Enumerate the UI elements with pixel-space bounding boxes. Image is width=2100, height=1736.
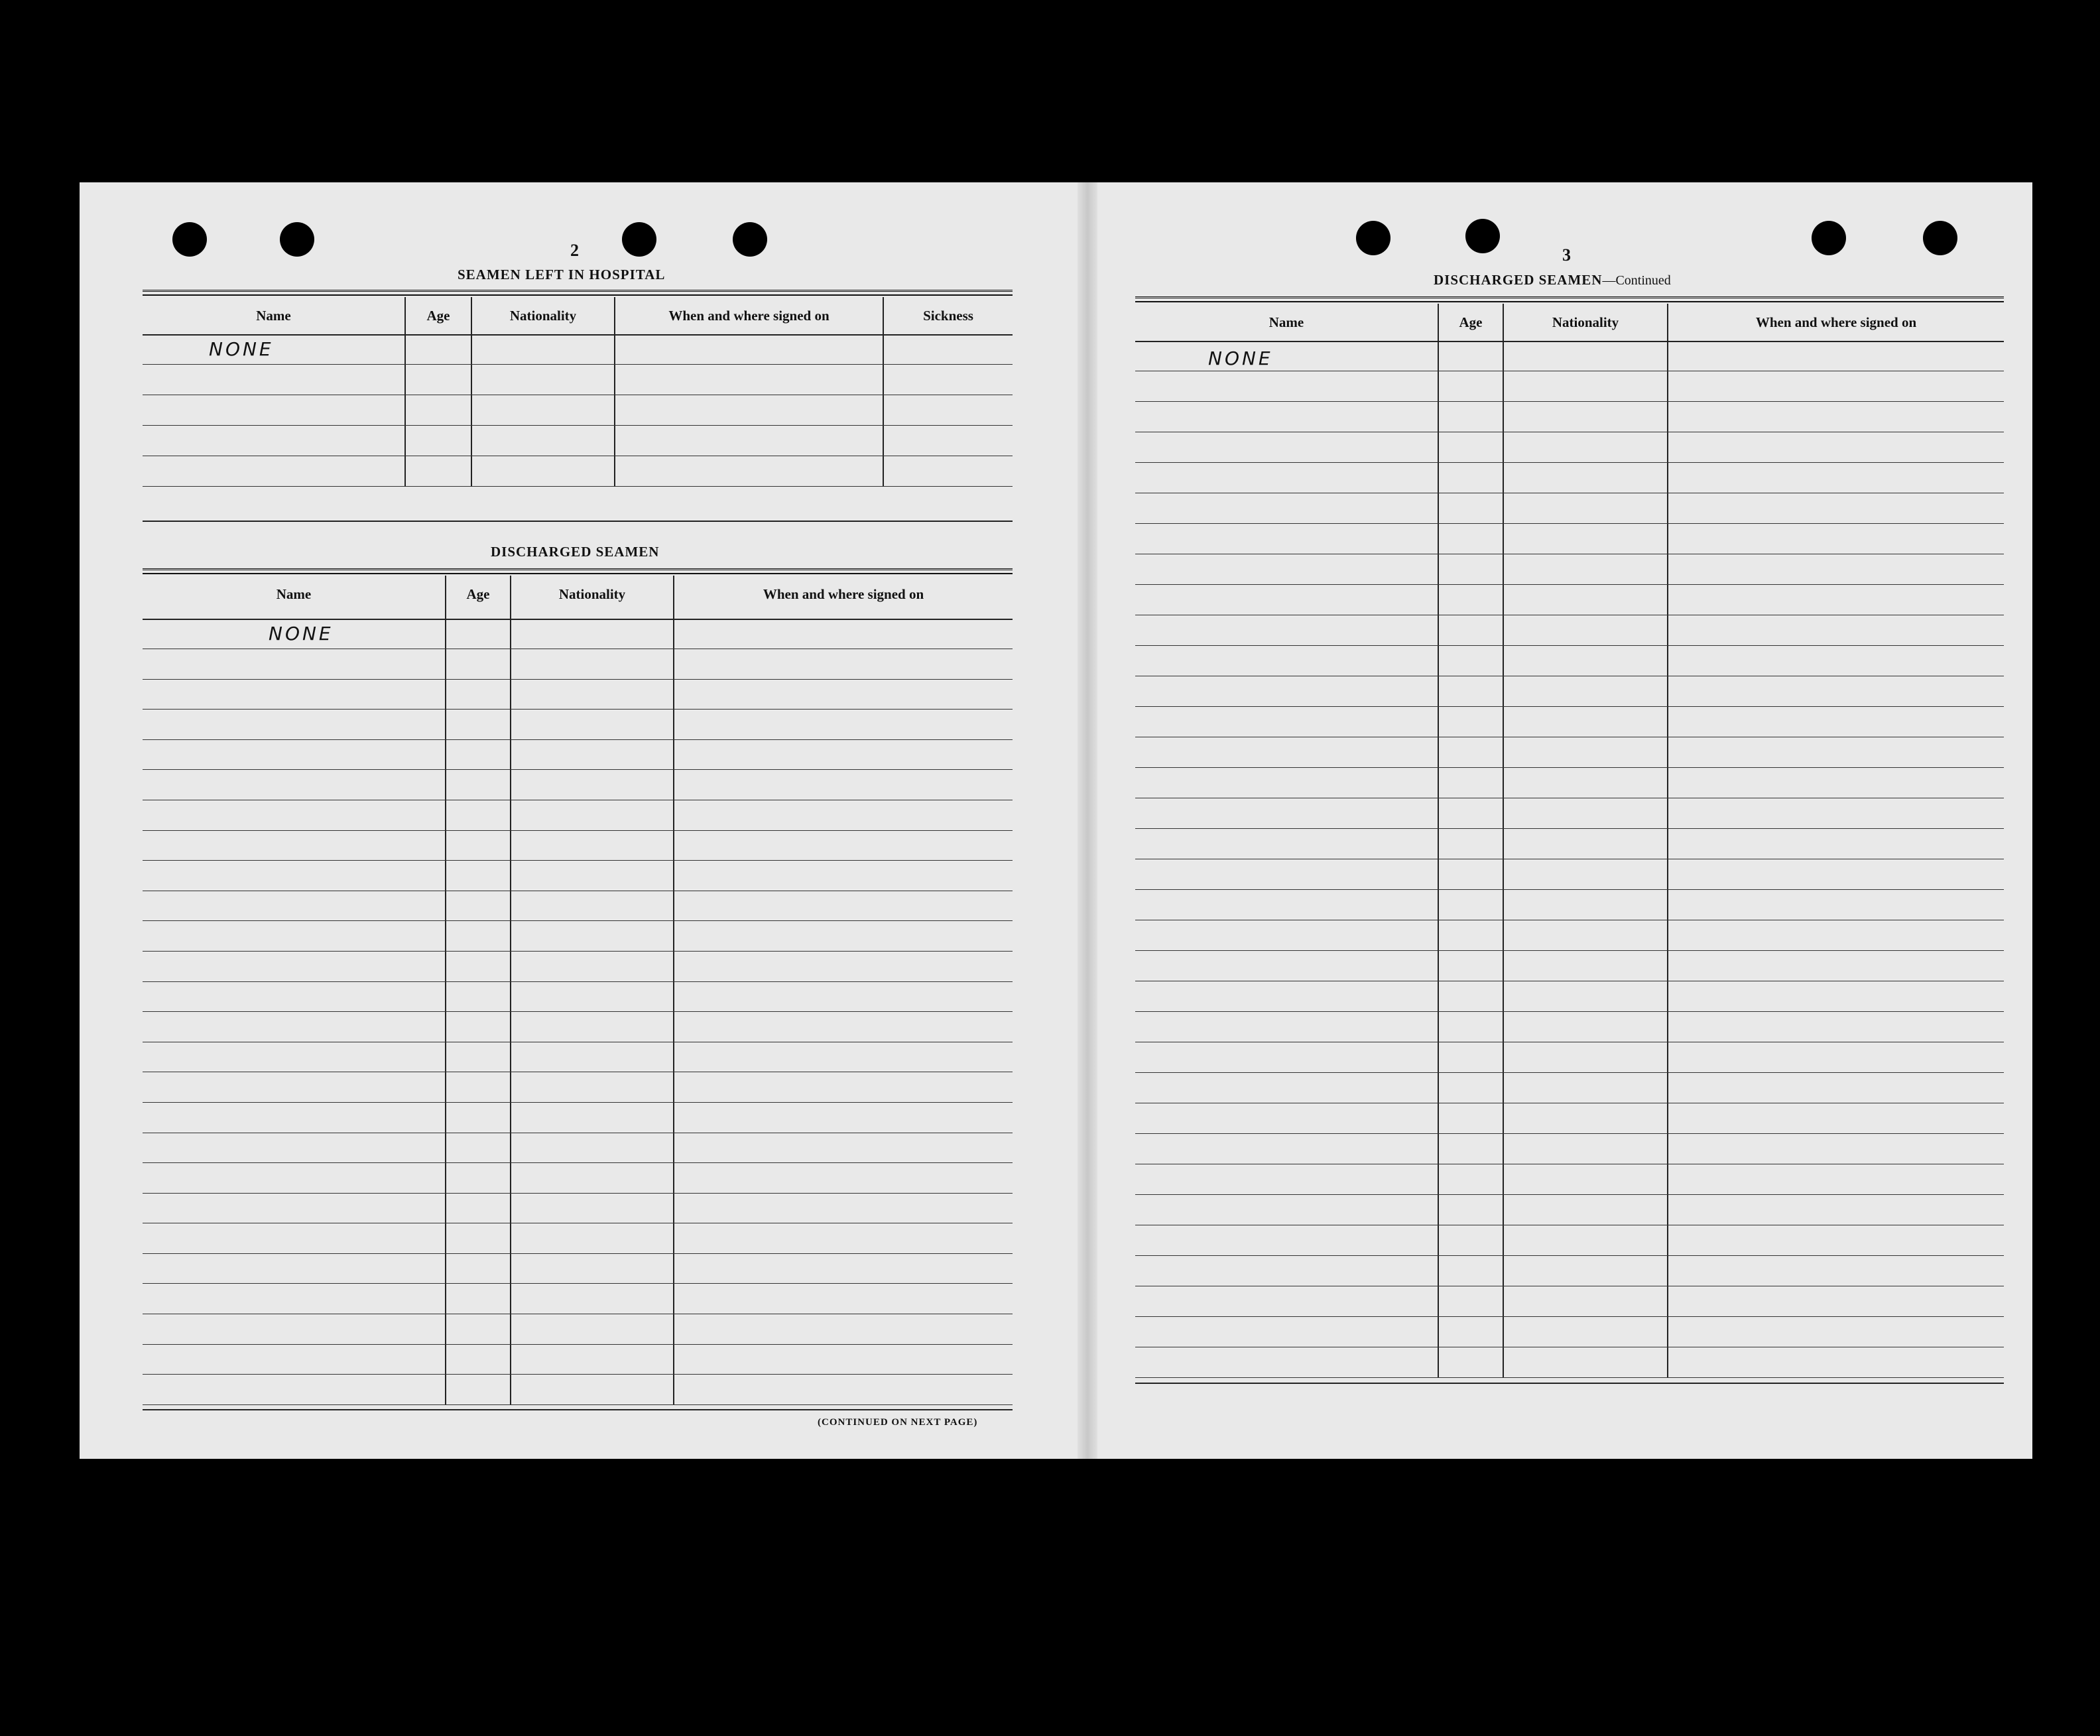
table-row [1135,1042,2004,1073]
table-row [143,649,1013,680]
table-row [143,334,1013,365]
column-header-name: Name [143,576,446,619]
handwritten-entry: NONE [269,623,334,645]
right-page-number: 3 [1562,245,1571,265]
left-page-number: 2 [570,241,579,260]
table-row [143,1012,1013,1042]
table-row [1135,646,2004,676]
table-row [143,1284,1013,1314]
table-row [1135,890,2004,920]
hospital-section-title: SEAMEN LEFT IN HOSPITAL [458,267,666,282]
table-row [1135,1012,2004,1042]
discharged-table-body [143,619,1013,1405]
table-row [143,861,1013,891]
table-row [1135,1103,2004,1134]
punch-hole [1465,219,1500,253]
center-fold [1078,182,1097,1459]
table-row [143,1072,1013,1103]
table-row [1135,951,2004,981]
table-row [1135,1195,2004,1225]
punch-hole [733,222,767,257]
table-row [1135,676,2004,707]
table-row [1135,432,2004,463]
table-row [1135,1256,2004,1286]
table-row [1135,615,2004,646]
table-row [1135,371,2004,402]
table-row [1135,737,2004,768]
table-row [143,800,1013,831]
column-header-nationality: Nationality [472,297,615,334]
column-header-signed-on: When and where signed on [763,586,924,602]
table-row [143,710,1013,740]
table-row [143,921,1013,952]
right-section-title [1434,272,1671,288]
table-row [143,619,1013,649]
table-row [143,1375,1013,1405]
handwritten-entry: NONE [1208,347,1273,369]
punch-hole [280,222,314,257]
table-row [1135,798,2004,829]
punch-hole [622,222,656,257]
table-row [143,1345,1013,1375]
column-header-nationality: Nationality [1504,304,1668,341]
table-row [1135,768,2004,798]
table-row [1135,920,2004,951]
table-row [1135,1286,2004,1317]
punch-hole [1923,221,1957,255]
table-row [1135,1225,2004,1256]
hospital-table-header [143,297,1013,336]
column-header-age: Age [1439,304,1504,341]
table-row [1135,829,2004,859]
table-row [143,365,1013,395]
discharged-table-header [143,576,1013,620]
table-row [1135,1317,2004,1347]
table-row [143,1254,1013,1284]
discharged-continued-body [1135,341,2004,1378]
table-row [1135,1134,2004,1164]
document-sheet [80,182,2032,1459]
table-row [143,1314,1013,1345]
table-row [1135,463,2004,493]
table-row [143,982,1013,1013]
table-row [143,952,1013,982]
punch-hole [172,222,207,257]
discharged-continued-table [1135,296,2004,1384]
continued-note: (CONTINUED ON NEXT PAGE) [818,1417,978,1428]
hospital-table [143,290,1013,522]
column-header-age: Age [446,576,511,619]
table-row [143,740,1013,771]
table-row [1135,1164,2004,1195]
table-row [143,680,1013,710]
column-header-age: Age [406,297,472,334]
table-row [143,891,1013,922]
table-row [143,1194,1013,1224]
column-header-name: Name [1135,304,1439,341]
column-header-nationality: Nationality [511,576,674,619]
table-row [143,1042,1013,1073]
right-section-title-main: DISCHARGED SEAMEN [1434,272,1603,288]
table-row [1135,493,2004,524]
table-row [143,1103,1013,1133]
table-row [143,1163,1013,1194]
table-row [143,831,1013,861]
table-row [1135,859,2004,890]
column-header-name: Name [143,297,406,334]
table-row [143,426,1013,456]
table-row [143,456,1013,487]
table-row [1135,981,2004,1012]
table-row [1135,554,2004,585]
table-row [143,1223,1013,1254]
table-row [143,770,1013,800]
table-row [1135,585,2004,615]
right-section-title-suffix: —Continued [1602,273,1671,288]
table-row [1135,1347,2004,1378]
table-row [1135,341,2004,371]
table-row [1135,524,2004,554]
table-row [143,395,1013,426]
discharged-table [143,568,1013,1410]
handwritten-entry: NONE [209,338,274,360]
discharged-section-title: DISCHARGED SEAMEN [491,544,660,560]
punch-hole [1812,221,1846,255]
punch-hole [1356,221,1390,255]
table-row [1135,1073,2004,1103]
table-row [143,1133,1013,1164]
column-header-signed-on: When and where signed on [615,297,884,334]
table-row [1135,402,2004,432]
hospital-table-body [143,334,1013,487]
column-header-signed-on: When and where signed on [1755,314,1917,330]
table-row [1135,707,2004,737]
discharged-continued-header [1135,304,2004,342]
column-header-sickness: Sickness [923,308,973,324]
